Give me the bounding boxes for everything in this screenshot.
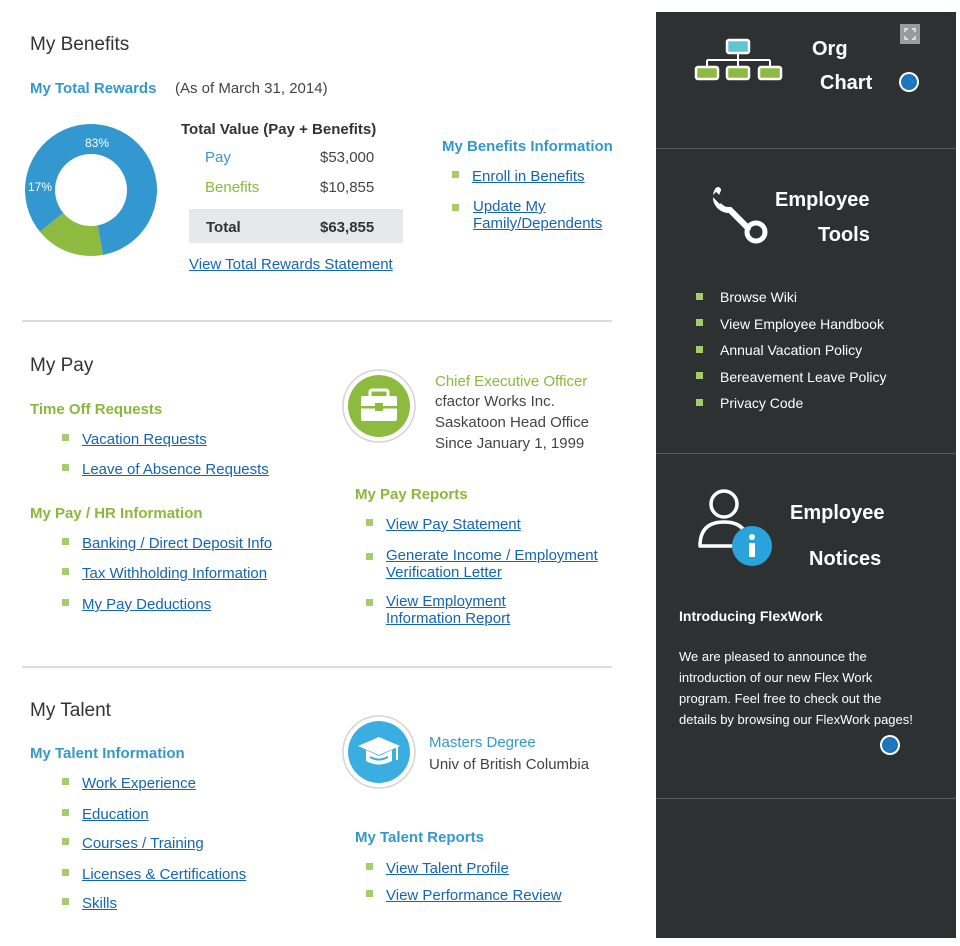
skills-link[interactable]: Skills (82, 895, 118, 912)
benefits-value: $10,855 (320, 179, 375, 196)
view-pay-statement-link[interactable]: View Pay Statement (386, 516, 521, 533)
vacation-policy-link[interactable]: Annual Vacation Policy (720, 342, 863, 358)
benefits-info-title: My Benefits Information (442, 138, 613, 155)
leave-absence-link[interactable]: Leave of Absence Requests (82, 461, 269, 478)
list-item[interactable] (62, 461, 269, 479)
pay-section-title: My Pay (30, 355, 94, 376)
list-item[interactable] (62, 431, 207, 449)
bullet-icon (62, 898, 69, 905)
benefits-info-item[interactable] (452, 198, 622, 232)
bullet-icon (62, 838, 69, 845)
bullet-icon (366, 863, 373, 870)
benefits-section-title: My Benefits (30, 34, 130, 55)
list-item[interactable] (366, 516, 521, 534)
talent-reports-title: My Talent Reports (355, 829, 484, 846)
total-rewards-label: My Total Rewards (30, 80, 157, 97)
org-chart-line1: Org (812, 38, 848, 60)
work-experience-link[interactable]: Work Experience (82, 775, 196, 792)
list-item[interactable] (62, 596, 211, 614)
list-item[interactable] (62, 866, 246, 884)
list-item[interactable] (62, 895, 117, 913)
graduation-cap-icon (342, 715, 416, 789)
bullet-icon (366, 519, 373, 526)
tools-line2: Tools (818, 224, 870, 246)
employment-report-link[interactable]: View Employment Information Report (386, 593, 511, 627)
position-since: Since January 1, 1999 (435, 435, 585, 452)
employee-handbook-link[interactable]: View Employee Handbook (720, 315, 884, 332)
notices-line1: Employee (790, 502, 885, 524)
pay-deductions-link[interactable]: My Pay Deductions (82, 596, 212, 613)
view-talent-profile-link[interactable]: View Talent Profile (386, 860, 509, 877)
total-value: $63,855 (320, 219, 375, 236)
banking-link[interactable]: Banking / Direct Deposit Info (82, 535, 273, 552)
total-label: Total (206, 219, 241, 236)
bullet-icon (452, 171, 459, 178)
update-family-link[interactable]: Update My Family/Dependents (473, 198, 603, 232)
bullet-icon (696, 372, 703, 379)
donut-pay-label: 83% (84, 136, 110, 150)
donut-benefits-label: 17% (27, 180, 53, 194)
panel-divider (656, 798, 956, 799)
position-office: Saskatoon Head Office (435, 414, 589, 431)
enroll-benefits-link[interactable]: Enroll in Benefits (472, 168, 585, 185)
privacy-code-link[interactable]: Privacy Code (720, 395, 804, 411)
section-divider (22, 320, 612, 322)
time-off-title: Time Off Requests (30, 401, 163, 418)
org-chart-line2[interactable]: Chart (820, 72, 873, 94)
org-chart-icon (694, 38, 786, 82)
notice-body: We are pleased to announce the introduction of our new Flex Work program. Feel free to check out the details by browsing our FlexWork pages! (679, 649, 913, 727)
briefcase-icon (342, 369, 416, 443)
tools-line1: Employee (775, 189, 870, 211)
rewards-table-header: Total Value (Pay + Benefits) (181, 121, 377, 138)
education-link[interactable]: Education (82, 806, 149, 823)
notices-line2: Notices (809, 548, 882, 570)
benefits-label: Benefits (205, 179, 260, 196)
bullet-icon (696, 399, 703, 406)
bullet-icon (366, 890, 373, 897)
bereavement-policy-link[interactable]: Bereavement Leave Policy (720, 368, 887, 385)
benefits-info-item[interactable] (452, 168, 585, 186)
notice-play-icon[interactable] (880, 735, 900, 755)
bullet-icon (696, 293, 703, 300)
licenses-link[interactable]: Licenses & Certifications (82, 866, 247, 883)
bullet-icon (62, 778, 69, 785)
view-total-rewards-link[interactable]: View Total Rewards Statement (189, 256, 393, 273)
tools-list (696, 289, 887, 422)
tools-item[interactable] (696, 395, 887, 422)
degree-title: Masters Degree (429, 734, 536, 751)
browse-wiki-link[interactable]: Browse Wiki (720, 289, 798, 305)
total-row (189, 209, 403, 243)
pay-value: $53,000 (320, 149, 375, 166)
bullet-icon (696, 346, 703, 353)
bullet-icon (62, 538, 69, 545)
list-item[interactable] (62, 565, 267, 583)
bullet-icon (62, 568, 69, 575)
bullet-icon (62, 869, 69, 876)
bullet-icon (696, 319, 703, 326)
bullet-icon (62, 464, 69, 471)
tools-item[interactable] (696, 342, 887, 369)
tax-withholding-link[interactable]: Tax Withholding Information (82, 565, 268, 582)
list-item[interactable] (62, 775, 196, 793)
section-divider (22, 666, 612, 668)
position-company: cfactor Works Inc. (435, 393, 555, 410)
degree-school: Univ of British Columbia (429, 756, 590, 773)
org-chart-play-icon[interactable] (899, 72, 919, 92)
user-info-icon (696, 486, 776, 570)
tools-item[interactable] (696, 289, 887, 316)
list-item[interactable] (62, 535, 272, 553)
notice-headline: Introducing FlexWork (679, 608, 823, 624)
talent-info-title: My Talent Information (30, 745, 185, 762)
bullet-icon (366, 553, 373, 560)
as-of-date: (As of March 31, 2014) (175, 80, 328, 97)
pay-label: Pay (205, 149, 231, 166)
income-verification-link[interactable]: Generate Income / Employment Verification Letter (386, 547, 598, 581)
rewards-donut-chart (24, 123, 158, 257)
list-item[interactable] (366, 547, 616, 581)
list-item[interactable] (366, 887, 562, 905)
pay-reports-title: My Pay Reports (355, 486, 468, 503)
view-performance-review-link[interactable]: View Performance Review (386, 887, 562, 904)
list-item[interactable] (366, 593, 616, 627)
tools-item[interactable] (696, 316, 887, 343)
sidebar-panel (656, 12, 956, 938)
list-item[interactable] (366, 860, 509, 878)
hr-info-title: My Pay / HR Information (30, 505, 203, 522)
talent-section-title: My Talent (30, 700, 111, 721)
list-item[interactable] (62, 835, 204, 853)
position-title: Chief Executive Officer (435, 373, 588, 390)
expand-icon[interactable] (900, 24, 920, 44)
courses-training-link[interactable]: Courses / Training (82, 835, 204, 852)
bullet-icon (366, 599, 373, 606)
panel-divider (656, 148, 956, 149)
bullet-icon (452, 204, 459, 211)
vacation-requests-link[interactable]: Vacation Requests (82, 431, 207, 448)
bullet-icon (62, 434, 69, 441)
panel-divider (656, 453, 956, 454)
tools-item[interactable] (696, 369, 887, 396)
bullet-icon (62, 809, 69, 816)
bullet-icon (62, 599, 69, 606)
wrench-icon (708, 186, 774, 246)
list-item[interactable] (62, 806, 149, 824)
